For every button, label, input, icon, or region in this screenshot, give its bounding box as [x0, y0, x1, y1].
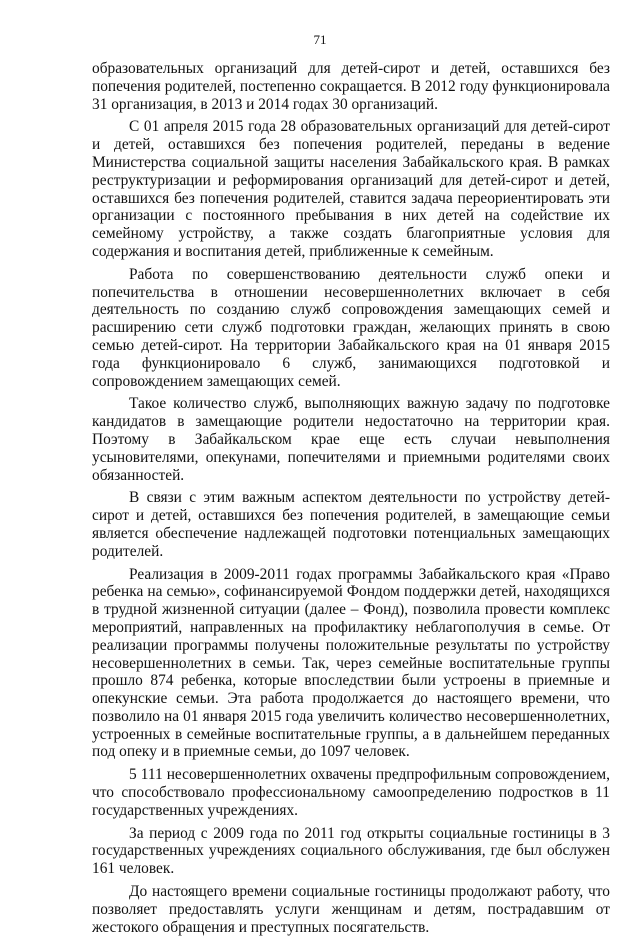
page-number: 71	[313, 32, 327, 47]
paragraph-6: Реализация в 2009-2011 годах программы Забайкальского края «Право ребенка на семью», софинансируемой Фондом поддержки детей, находящихся в трудной жизненной ситуации (далее – Фонд), позволила провести комплекс мероприятий, направленных на профилактику неблагополучия в семье. От реализации программы получены положительные результаты по устройству несовершеннолетних в семьи. Так, через семейные воспитательные группы прошло 874 ребенка, которые впоследствии были устроены в приемные и опекунские семьи. Эта работа продолжается до настоящего времени, что позволило на 01 января 2015 года увеличить количество несовершеннолетних, устроенных в семейные воспитательные группы, а в дальнейшем переданных под опеку и в приемные семьи, до 1097 человек.	[92, 565, 610, 761]
paragraph-3: Работа по совершенствованию деятельности служб опеки и попечительства в отношении несовершеннолетних включает в себя деятельность по созданию служб сопровождения замещающих семей и расширению сети служб подготовки граждан, желающих принять в свою семью детей-сирот. На территории Забайкальского края на 01 января 2015 года функционировало 6 служб, занимающихся подготовкой и сопровождением замещающих семей.	[92, 265, 610, 390]
paragraph-7: 5 111 несовершеннолетних охвачены предпрофильным сопровождением, что способствовало профессиональному самоопределению подростков в 11 государственных учреждениях.	[92, 766, 610, 819]
paragraph-2: С 01 апреля 2015 года 28 образовательных организаций для детей-сирот и детей, оставшихся без попечения родителей, переданы в ведение Министерства социальной защиты населения Забайкальского края. В рамках реструктуризации и реформирования организаций для детей-сирот и детей, оставшихся без попечения родителей, ставится задача переориентировать эти организации с постоянного пребывания в них детей на содействие их семейному устройству, а также создать благоприятные условия для содержания и воспитания детей, приближенные к семейным.	[92, 118, 610, 260]
paragraph-8: За период с 2009 года по 2011 год открыты социальные гостиницы в 3 государственных учреждениях социального обслуживания, где был обслужен 161 человек.	[92, 824, 610, 878]
paragraph-5: В связи с этим важным аспектом деятельности по устройству детей-сирот и детей, оставшихся без попечения родителей, в замещающие семьи является обеспечение надлежащей подготовки потенциальных замещающих родителей.	[92, 489, 610, 560]
document-body	[92, 60, 610, 941]
paragraph-4: Такое количество служб, выполняющих важную задачу по подготовке кандидатов в замещающие родители недостаточно на территории края. Поэтому в Забайкальском крае еще есть случаи невыполнения усыновителями, опекунами, попечителями и приемными родителями своих обязанностей.	[92, 395, 610, 484]
paragraph-9: До настоящего времени социальные гостиницы продолжают работу, что позволяет предоставлять услуги женщинам и детям, пострадавшим от жестокого обращения и преступных посягательств.	[92, 883, 610, 936]
paragraph-1: образовательных организаций для детей-сирот и детей, оставшихся без попечения родителей, постепенно сокращается. В 2012 году функционировала 31 организация, в 2013 и 2014 годах 30 организаций.	[92, 60, 610, 113]
